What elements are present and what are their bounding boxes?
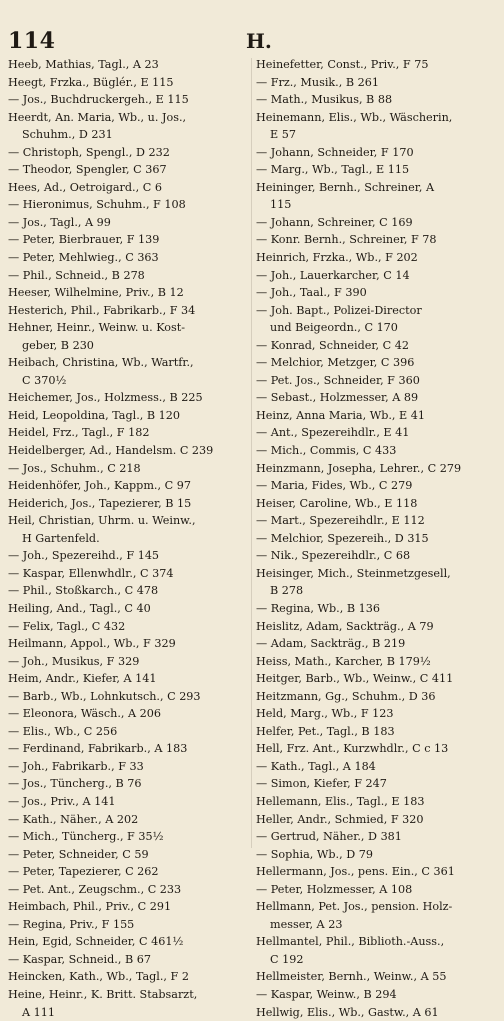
directory-entry-line: C 370½	[22, 373, 67, 387]
directory-entry-line: Heinefetter, Const., Priv., F 75	[256, 58, 429, 71]
directory-entry-line: — Pet. Jos., Schneider, F 360	[256, 373, 420, 387]
directory-entry-line: — Sebast., Holzmesser, A 89	[256, 391, 419, 405]
directory-entry-line: — Regina, Wb., B 136	[256, 601, 380, 615]
directory-entry-line: Hellmann, Pet. Jos., pension. Holz-	[256, 900, 453, 914]
directory-entry-line: — Marg., Wb., Tagl., E 115	[256, 163, 410, 177]
directory-entry-line: — Kaspar, Ellenwhdlr., C 374	[8, 566, 174, 580]
directory-entry-line: Heidenhöfer, Joh., Kappm., C 97	[8, 479, 191, 493]
directory-entry-line: — Christoph, Spengl., D 232	[8, 145, 170, 159]
directory-entry-line: Hellemann, Elis., Tagl., E 183	[256, 794, 425, 808]
directory-entry-line: Hees, Ad., Oetroigard., C 6	[8, 180, 162, 194]
directory-entry-line: Heincken, Kath., Wb., Tagl., F 2	[8, 970, 189, 984]
directory-entry-line: — Melchior, Spezereih., D 315	[256, 531, 429, 545]
directory-entry-line: Heeser, Wilhelmine, Priv., B 12	[8, 286, 184, 300]
directory-entry-line: — Ant., Spezereihdlr., E 41	[256, 426, 410, 440]
directory-entry-line: — Ferdinand, Fabrikarb., A 183	[8, 742, 188, 756]
directory-entry-line: — Kath., Näher., A 202	[8, 812, 139, 826]
directory-entry-line: — Jos., Schuhm., C 218	[8, 461, 141, 475]
directory-entry-line: Heine, Heinr., K. Britt. Stabsarzt,	[8, 987, 198, 1001]
directory-entry-line: — Eleonora, Wäsch., A 206	[8, 707, 161, 721]
directory-entry-line: — Peter, Mehlwieg., C 363	[8, 251, 159, 265]
directory-entry-line: Hein, Egid, Schneider, C 461½	[8, 935, 184, 949]
directory-entry-line: Heegt, Frzka., Büglér., E 115	[8, 75, 174, 89]
directory-entry-line: — Joh., Spezereihd., F 145	[8, 549, 160, 563]
directory-entry-line: Hehner, Heinr., Weinw. u. Kost-	[8, 321, 186, 335]
directory-entry-line: — Konr. Bernh., Schreiner, F 78	[256, 233, 437, 247]
directory-entry-line: Heiling, And., Tagl., C 40	[8, 601, 151, 615]
left-column	[8, 56, 254, 1021]
directory-entry-line: — Joh., Fabrikarb., F 33	[8, 759, 144, 773]
directory-entry-line: — Jos., Tagl., A 99	[8, 215, 111, 229]
directory-entry-line: Heitzmann, Gg., Schuhm., D 36	[256, 689, 436, 703]
directory-entry-line: — Frz., Musik., B 261	[256, 75, 379, 89]
page-number: 114	[8, 28, 56, 54]
directory-entry-line: Schuhm., D 231	[22, 128, 113, 142]
directory-entry-line: — Simon, Kiefer, F 247	[256, 777, 387, 791]
directory-entry-line: — Joh. Bapt., Polizei-Director	[256, 303, 422, 317]
directory-entry-line: — Johann, Schreiner, C 169	[256, 215, 413, 229]
directory-entry-line: Heid, Leopoldina, Tagl., B 120	[8, 408, 181, 422]
directory-entry-line: — Mich., Tüncherg., F 35½	[8, 830, 164, 844]
right-column	[256, 56, 498, 1021]
directory-entry-line: Hellmeister, Bernh., Weinw., A 55	[256, 970, 447, 984]
directory-entry-line: Heimbach, Phil., Priv., C 291	[8, 900, 172, 914]
directory-entry-line: — Math., Musikus, B 88	[256, 93, 393, 107]
directory-entry-line: Heinrich, Frzka., Wb., F 202	[256, 251, 418, 265]
directory-entry-line: Heibach, Christina, Wb., Wartfr.,	[8, 356, 194, 370]
directory-entry-line: — Peter, Schneider, C 59	[8, 847, 149, 861]
directory-entry-line: Heichemer, Jos., Holzmess., B 225	[8, 391, 203, 405]
directory-entry-line: Heim, Andr., Kiefer, A 141	[8, 672, 157, 686]
directory-entry-line: — Regina, Priv., F 155	[8, 917, 135, 931]
directory-entry-line: — Jos., Tüncherg., B 76	[8, 777, 142, 791]
directory-entry-line: — Peter, Holzmesser, A 108	[256, 882, 413, 896]
page-header	[8, 28, 498, 54]
directory-entry-line: Heil, Christian, Uhrm. u. Weinw.,	[8, 514, 196, 528]
directory-entry-line: Held, Marg., Wb., F 123	[256, 707, 394, 721]
directory-entry-line: — Peter, Tapezierer, C 262	[8, 865, 159, 879]
directory-entry-line: — Nik., Spezereihdlr., C 68	[256, 549, 411, 563]
section-letter: H.	[246, 29, 272, 53]
directory-entry-line: Hellermann, Jos., pens. Ein., C 361	[256, 865, 455, 879]
directory-entry-line: — Kaspar, Weinw., B 294	[256, 987, 397, 1001]
directory-entry-line: Heiser, Caroline, Wb., E 118	[256, 496, 418, 510]
directory-entry-line: — Barb., Wb., Lohnkutsch., C 293	[8, 689, 201, 703]
directory-entry-line: Heidel, Frz., Tagl., F 182	[8, 426, 150, 440]
directory-entry-line: Hell, Frz. Ant., Kurzwhdlr., C c 13	[256, 742, 449, 756]
directory-entry-line: B 278	[270, 584, 304, 598]
directory-entry-line: — Adam, Sackträg., B 219	[256, 637, 406, 651]
directory-entry-line: und Beigeordn., C 170	[270, 321, 398, 335]
directory-entry-line: Heeb, Mathias, Tagl., A 23	[8, 58, 159, 71]
directory-entry-line: — Joh., Taal., F 390	[256, 286, 367, 300]
directory-entry-line: — Hieronimus, Schuhm., F 108	[8, 198, 186, 212]
directory-entry-line: Heisinger, Mich., Steinmetzgesell,	[256, 566, 451, 580]
directory-entry-line: messer, A 23	[270, 917, 343, 931]
directory-entry-line: — Theodor, Spengler, C 367	[8, 163, 167, 177]
directory-entry-line: — Johann, Schneider, F 170	[256, 145, 414, 159]
directory-entry-line: Hellwig, Elis., Wb., Gastw., A 61	[256, 1005, 439, 1019]
directory-entry-line: — Jos., Buchdruckergeh., E 115	[8, 93, 189, 107]
directory-entry-line: E 57	[270, 128, 296, 142]
directory-entry-line: Heinzmann, Josepha, Lehrer., C 279	[256, 461, 462, 475]
directory-entry-line: Heitger, Barb., Wb., Weinw., C 411	[256, 672, 454, 686]
directory-entry-line: — Sophia, Wb., D 79	[256, 847, 373, 861]
directory-entry-line: — Felix, Tagl., C 432	[8, 619, 126, 633]
directory-entry-line: Hesterich, Phil., Fabrikarb., F 34	[8, 303, 196, 317]
directory-entry-line: — Mart., Spezereihdlr., E 112	[256, 514, 425, 528]
directory-entry-line: H Gartenfeld.	[22, 531, 100, 545]
directory-entry-line: — Kath., Tagl., A 184	[256, 759, 376, 773]
directory-entry-line: — Phil., Stoßkarch., C 478	[8, 584, 159, 598]
directory-entry-line: Heilmann, Appol., Wb., F 329	[8, 637, 176, 651]
directory-entry-line: Heiderich, Jos., Tapezierer, B 15	[8, 496, 192, 510]
directory-entry-line: 115	[270, 198, 292, 212]
directory-entry-line: A 111	[22, 1005, 55, 1019]
directory-entry-line: — Mich., Commis, C 433	[256, 444, 397, 458]
directory-entry-line: — Joh., Lauerkarcher, C 14	[256, 268, 410, 282]
directory-entry-line: Hellmantel, Phil., Biblioth.-Auss.,	[256, 935, 445, 949]
directory-entry-line: Heller, Andr., Schmied, F 320	[256, 812, 424, 826]
directory-entry-line: — Joh., Musikus, F 329	[8, 654, 140, 668]
directory-entry-line: Heislitz, Adam, Sackträg., A 79	[256, 619, 434, 633]
directory-entry-line: — Jos., Priv., A 141	[8, 794, 116, 808]
directory-entry-line: Heininger, Bernh., Schreiner, A	[256, 180, 435, 194]
directory-entry-line: Heidelberger, Ad., Handelsm. C 239	[8, 444, 214, 458]
directory-entry-line: Heinemann, Elis., Wb., Wäscherin,	[256, 110, 453, 124]
directory-entry-line: Heerdt, An. Maria, Wb., u. Jos.,	[8, 110, 187, 124]
directory-entry-line: Heiss, Math., Karcher, B 179½	[256, 654, 431, 668]
directory-entry-line: — Elis., Wb., C 256	[8, 724, 118, 738]
directory-entry-line: — Maria, Fides, Wb., C 279	[256, 479, 413, 493]
directory-entry-line: geber, B 230	[22, 338, 94, 352]
directory-entry-line: — Gertrud, Näher., D 381	[256, 830, 402, 844]
directory-entry-line: — Phil., Schneid., B 278	[8, 268, 145, 282]
directory-entry-line: — Konrad, Schneider, C 42	[256, 338, 409, 352]
directory-entry-line: — Melchior, Metzger, C 396	[256, 356, 415, 370]
directory-entry-line: — Peter, Bierbrauer, F 139	[8, 233, 160, 247]
directory-entry-line: — Pet. Ant., Zeugschm., C 233	[8, 882, 182, 896]
directory-entry-line: Helfer, Pet., Tagl., B 183	[256, 724, 395, 738]
directory-entry-line: Heinz, Anna Maria, Wb., E 41	[256, 408, 426, 422]
directory-entry-line: — Kaspar, Schneid., B 67	[8, 952, 151, 966]
directory-entry-line: C 192	[270, 952, 304, 966]
